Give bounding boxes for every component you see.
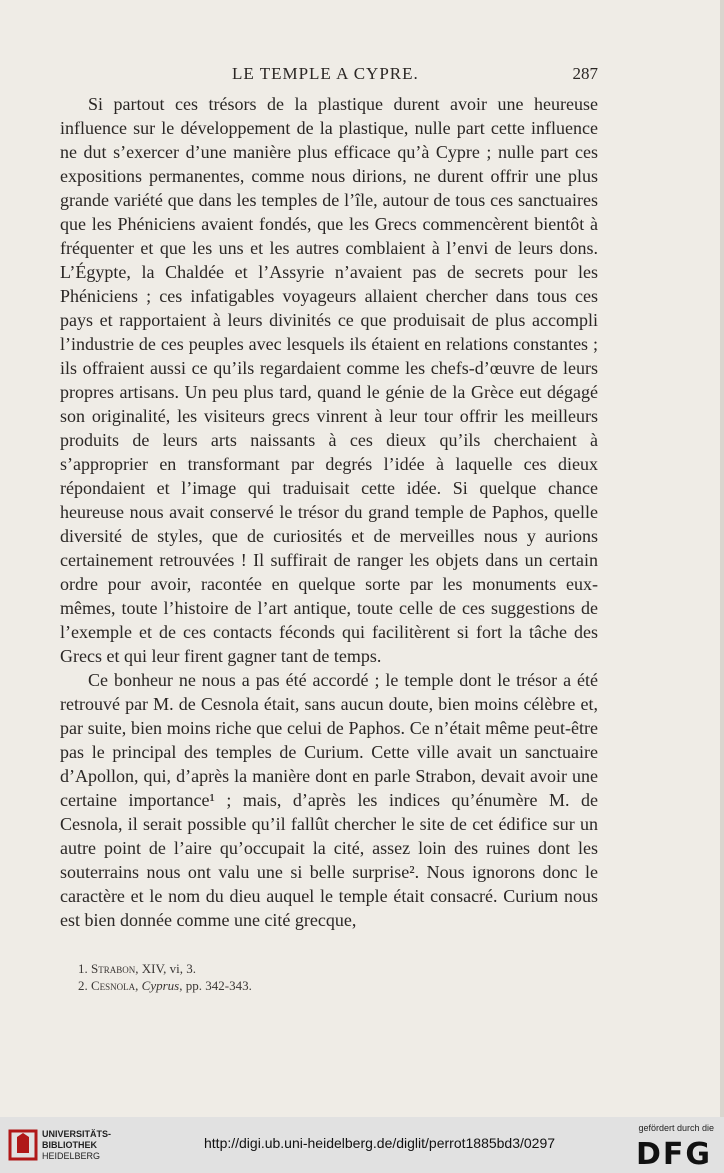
viewer-footer xyxy=(0,1117,724,1173)
running-title: LE TEMPLE A CYPRE. xyxy=(232,64,419,83)
footnote xyxy=(78,960,598,977)
footnote-number: 1. xyxy=(78,961,88,976)
footnotes xyxy=(78,960,598,994)
page-edge xyxy=(720,0,724,1117)
footnote-title: Cyprus xyxy=(141,978,180,993)
dfg-logo: DFG xyxy=(635,1137,712,1172)
footnote-author: Cesnola xyxy=(91,978,136,993)
permalink-url[interactable]: http://digi.ub.uni-heidelberg.de/diglit/perrot1885bd3/0297 xyxy=(204,1135,556,1151)
footnote: 2. Cesnola, Cyprus, pp. 342-343. xyxy=(78,978,252,993)
page-number: 287 xyxy=(572,64,598,83)
funding-note: gefördert durch die xyxy=(638,1123,714,1133)
page-header xyxy=(60,64,598,88)
footnote-number: 2. xyxy=(78,978,88,993)
library-name: UNIVERSITÄTS- BIBLIOTHEK HEIDELBERG xyxy=(42,1129,112,1161)
footnote-author: Strabon xyxy=(91,961,136,976)
paragraph: Si partout ces trésors de la plastique durent avoir une heureuse influence sur le développement de la plastique, nulle part cette influence ne dut s’exercer d’une manière plus efficace qu’à Cypre ; nulle part ces expositions permanentes, comme nous dirions, ne durent offrir une plus grande variété que dans les temples de l’île, autour de tous ces sanctuaires que les Phéniciens avaient fondés, que les Grecs commencèrent bientôt à fréquenter et que les uns et les autres comblaient à l’envi de leurs dons. L’Égypte, la Chaldée et l’Assyrie n’avaient pas de secrets pour les Phéniciens ; ces infatigables voyageurs allaient chercher dans tous ces pays et rapportaient à leurs divinités ce que produisait de plus accompli l’industrie de ces peuples avec lesquels ils étaient en relations constantes ; ils offraient aussi ce qu’ils regardaient comme les chefs-d’œuvre de leurs propres artisans. Un peu plus tard, quand le génie de la Grèce eut dégagé son originalité, les visiteurs grecs vinrent à leur tour offrir les meilleurs produits de leurs arts naissants à ces dieux qu’ils cherchaient à s’approprier en transformant par degrés l’idée à laquelle ces dieux répondaient et l’image qui traduisait cette idée. Si quelque chance heureuse nous avait conservé le trésor du grand temple de Paphos, quelle diversité de styles, que de curiosités et de merveilles nous y aurions certainement retrouvées ! Il suffirait de ranger les objets dans un certain ordre pour avoir, racontée en quelque sorte par les monuments eux-mêmes, toute l’histoire de l’art antique, toute celle de ces suggestions de l’exemple et de ces contacts féconds qui facilitèrent si fort la tâche des Grecs et qui leur firent gagner tant de temps. xyxy=(60,94,598,666)
footnote-reference: , pp. 342-343. xyxy=(179,978,252,993)
footnote-reference: , XIV, vi, 3. xyxy=(135,961,197,976)
paragraph: Ce bonheur ne nous a pas été accordé ; le temple dont le trésor a été retrouvé par M. de Cesnola était, sans aucun doute, bien moins célèbre et, par suite, bien moins riche que celui de Paphos. Ce n’était même peut-être pas le principal des temples de Curium. Cette ville avait un sanctuaire d’Apollon, qui, d’après la manière dont en parle Strabon, devait avoir une certaine importance¹ ; mais, d’après les indices qu’énumère M. de Cesnola, il serait possible qu’il fallût chercher le site de cet édifice sur un autre point de l’aire qu’occupait la cité, assez loin des ruines dont les souterrains nous ont valu une si belle surprise². Nous ignorons donc le caractère et le nom du dieu auquel le temple était consacré. Curium nous est bien donnée comme une cité grecque, xyxy=(60,670,598,930)
university-logo-icon xyxy=(8,1127,38,1163)
body-text xyxy=(60,92,598,932)
